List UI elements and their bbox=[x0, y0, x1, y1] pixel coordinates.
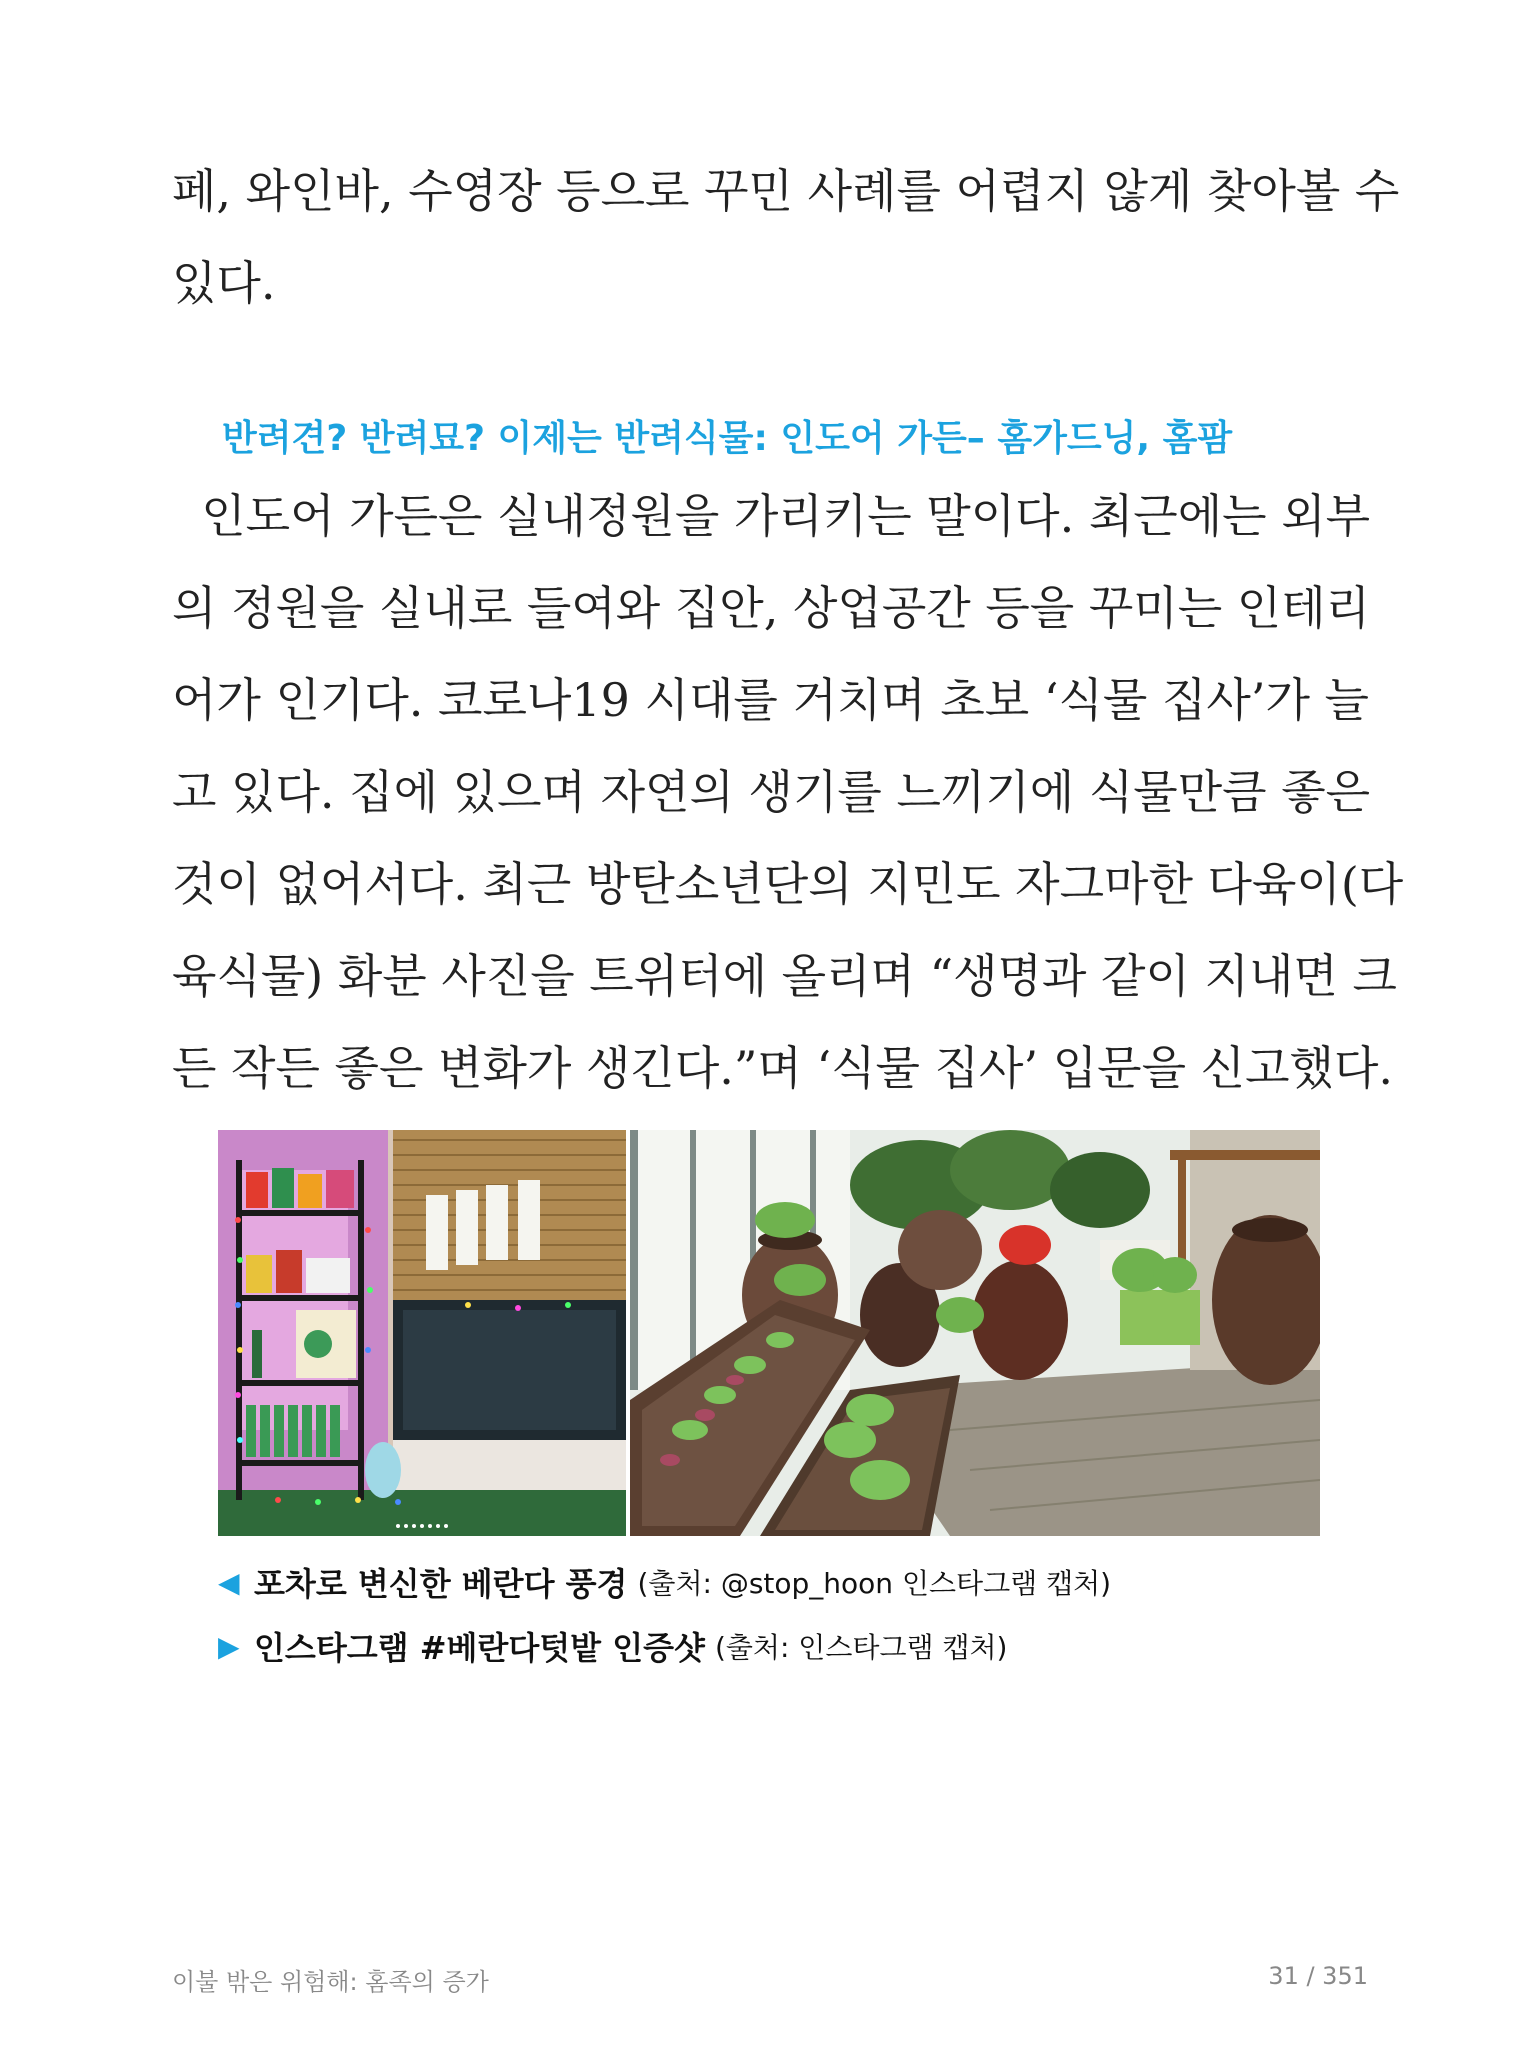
paragraph-line: 육식물) 화분 사진을 트위터에 올리며 “생명과 같이 지내면 크 bbox=[172, 949, 1397, 1003]
left-arrow-icon: ◀ bbox=[218, 1565, 240, 1599]
balcony-pocha-photo bbox=[218, 1130, 626, 1536]
caption-source: (출처: 인스타그램 캡처) bbox=[714, 1631, 1008, 1664]
photo-pair bbox=[218, 1130, 1320, 1536]
caption-source: (출처: @stop_hoon 인스타그램 캡처) bbox=[637, 1567, 1112, 1600]
right-arrow-icon: ▶ bbox=[218, 1629, 240, 1663]
section-heading: 반려견? 반려묘? 이제는 반려식물: 인도어 가든– 홈가드닝, 홈팜 bbox=[222, 418, 1233, 459]
photo-captions bbox=[218, 1560, 1111, 1688]
top-paragraph bbox=[172, 145, 1400, 329]
paragraph-line: 있다. bbox=[172, 256, 276, 310]
paragraph-line: 의 정원을 실내로 들여와 집안, 상업공간 등을 꾸미는 인테리 bbox=[172, 581, 1371, 635]
footer-book-title: 이불 밖은 위험해: 홈족의 증가 bbox=[172, 1968, 489, 1996]
main-paragraph bbox=[172, 470, 1404, 1114]
paragraph-line: 고 있다. 집에 있으며 자연의 생기를 느끼기에 식물만큼 좋은 bbox=[172, 765, 1371, 819]
caption-title: 포차로 변신한 베란다 풍경 bbox=[254, 1565, 628, 1603]
paragraph-line: 어가 인기다. 코로나19 시대를 거치며 초보 ‘식물 집사’가 늘 bbox=[172, 673, 1369, 727]
paragraph-line: 페, 와인바, 수영장 등으로 꾸민 사례를 어렵지 않게 찾아볼 수 bbox=[172, 164, 1400, 218]
caption-right-photo bbox=[218, 1624, 1111, 1668]
footer-page-number: 31 / 351 bbox=[1268, 1962, 1368, 1990]
paragraph-line: 것이 없어서다. 최근 방탄소년단의 지민도 자그마한 다육이(다 bbox=[172, 857, 1404, 911]
caption-title: 인스타그램 #베란다텃밭 인증샷 bbox=[254, 1629, 705, 1667]
paragraph-line: 인도어 가든은 실내정원을 가리키는 말이다. 최근에는 외부 bbox=[172, 489, 1371, 543]
balcony-garden-photo bbox=[630, 1130, 1320, 1536]
caption-left-photo bbox=[218, 1560, 1111, 1604]
paragraph-line: 든 작든 좋은 변화가 생긴다.”며 ‘식물 집사’ 입문을 신고했다. bbox=[172, 1041, 1394, 1095]
